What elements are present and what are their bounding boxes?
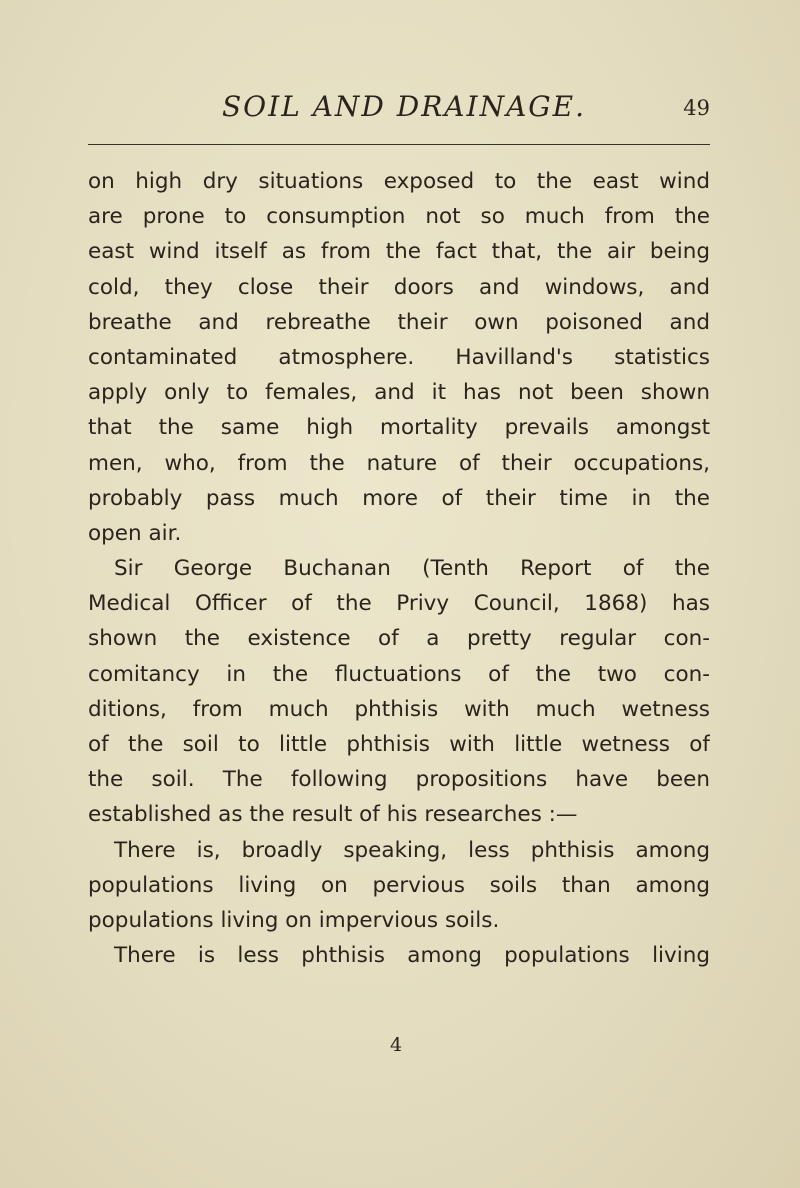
text-line: There is less phthisis among populations living: [114, 943, 710, 969]
text-line: probably pass much more of their time in the: [88, 485, 710, 511]
running-head: SOIL AND DRAINAGE.: [222, 90, 587, 123]
text-line: Sir George Buchanan (Tenth Report of the: [114, 556, 710, 582]
page-number: 49: [683, 96, 710, 120]
signature-mark: 4: [390, 1034, 403, 1056]
text-line: of the soil to little phthisis with little wetness of: [88, 732, 710, 757]
text-line: comitancy in the fluctuations of the two con-: [88, 661, 710, 687]
text-line: populations living on impervious soils.: [88, 907, 500, 933]
text-line: men, who, from the nature of their occupations,: [88, 450, 710, 476]
text-line: the soil. The following propositions have been: [88, 767, 710, 793]
text-line: open air.: [88, 520, 182, 546]
text-line: shown the existence of a pretty regular con-: [88, 626, 710, 652]
text-line: breathe and rebreathe their own poisoned and: [88, 309, 710, 335]
page-header: [88, 86, 710, 136]
text-line: east wind itself as from the fact that, the air being: [88, 239, 710, 265]
text-line: apply only to females, and it has not been shown: [88, 380, 710, 406]
text-line: contaminated atmosphere. Havilland's statistics: [88, 344, 710, 370]
text-line: that the same high mortality prevails amongst: [88, 415, 710, 441]
body-text: [88, 164, 710, 973]
text-line: on high dry situations exposed to the east wind: [88, 169, 710, 194]
text-line: are prone to consumption not so much from the: [88, 204, 710, 230]
header-rule: [88, 144, 710, 145]
text-line: There is, broadly speaking, less phthisis among: [114, 837, 710, 863]
text-line: populations living on pervious soils than among: [88, 872, 710, 898]
text-line: Medical Officer of the Privy Council, 1868) has: [88, 591, 710, 617]
text-line: cold, they close their doors and windows, and: [88, 274, 710, 300]
text-line: ditions, from much phthisis with much wetness: [88, 696, 710, 722]
text-line: established as the result of his researches :—: [88, 802, 578, 828]
